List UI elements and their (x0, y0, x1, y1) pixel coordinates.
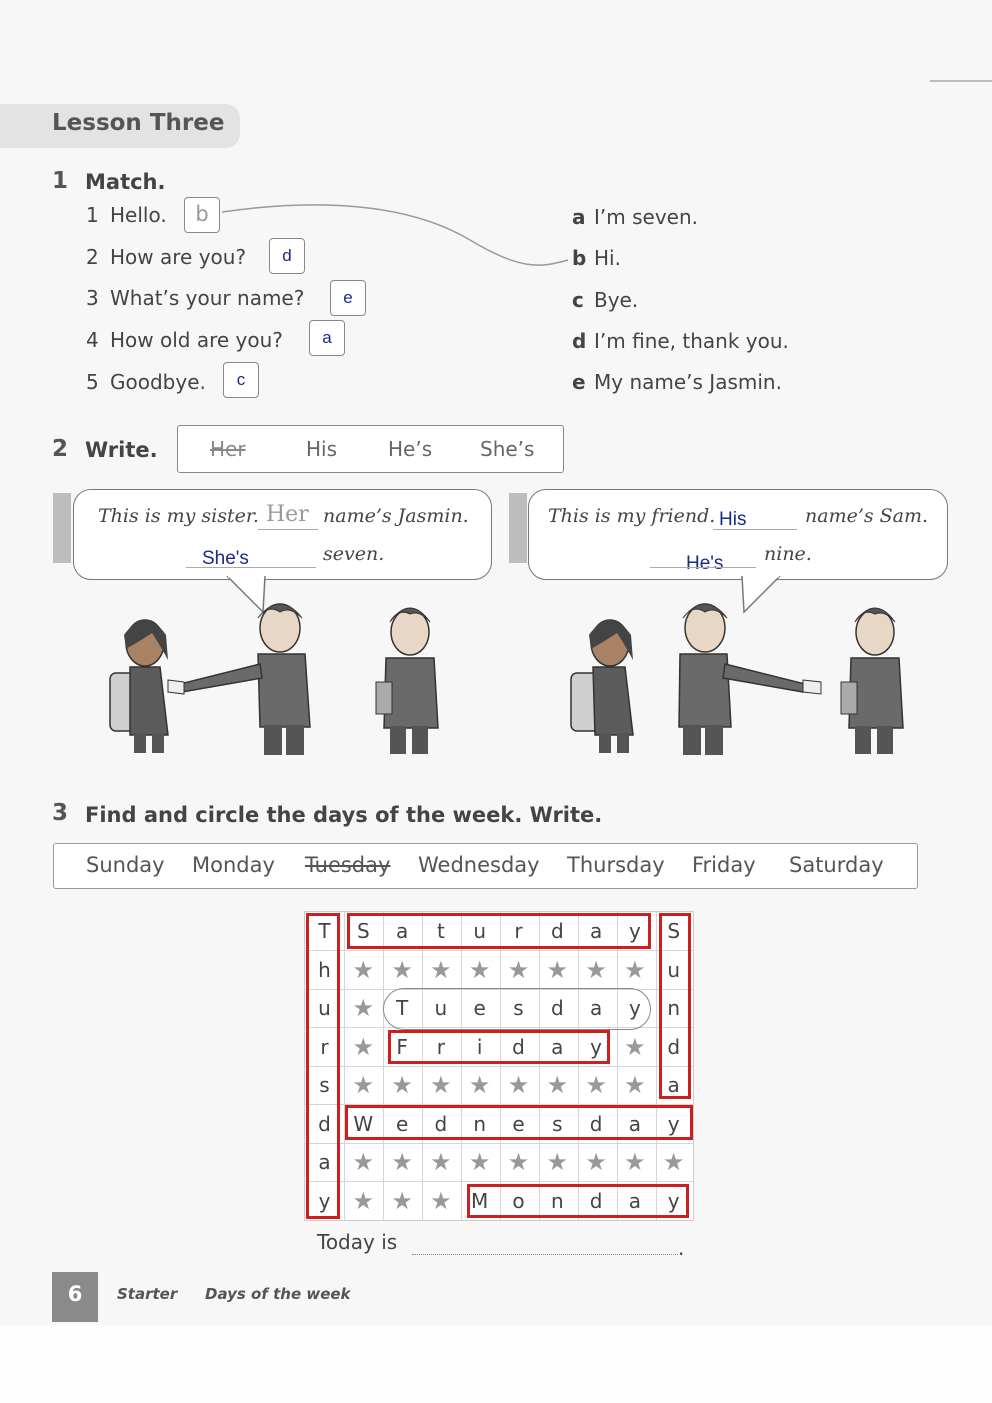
option-text: I’m fine, thank you. (594, 329, 789, 353)
grid-letter-cell[interactable]: d (550, 996, 564, 1020)
grid-letter-cell[interactable]: d (667, 1034, 681, 1059)
grid-star-cell[interactable]: ★ (624, 1071, 646, 1099)
grid-star-cell[interactable]: ★ (546, 1071, 569, 1099)
bubble-2-text-2: name’s Sam. (805, 505, 929, 527)
word-bank-item: Her (210, 437, 246, 461)
grid-letter-cell[interactable]: S (356, 919, 370, 943)
grid-letter-cell[interactable]: y (667, 1188, 680, 1213)
option-letter: b (572, 246, 587, 270)
option-letter: c (572, 288, 584, 312)
answer-box-3[interactable]: e (330, 280, 366, 316)
grid-star-cell[interactable]: ★ (585, 955, 607, 984)
answer-line (186, 567, 316, 568)
grid-letter-cell[interactable]: i (476, 1034, 483, 1059)
today-answer-line[interactable] (412, 1254, 678, 1255)
word-bank-item: She’s (480, 437, 535, 461)
boy-gesturing-illustration (160, 592, 340, 757)
question-5 (86, 370, 206, 394)
grid-letter-cell[interactable]: n (667, 996, 681, 1020)
grid-letter-cell[interactable]: F (396, 1034, 408, 1059)
grid-letter-cell[interactable]: u (473, 919, 487, 943)
grid-star-cell[interactable]: ★ (507, 1148, 530, 1176)
question-4 (86, 328, 283, 352)
answer-box-friday (388, 1030, 610, 1064)
footer-unit: Starter (117, 1285, 178, 1303)
grid-star-cell[interactable]: ★ (507, 955, 530, 984)
word-bank (177, 425, 564, 473)
answer-line (258, 529, 318, 530)
answer-box-saturday (347, 913, 651, 949)
answer-box-4[interactable]: a (309, 320, 345, 356)
exercise-1-number: 1 (52, 168, 69, 194)
grid-letter-cell[interactable]: T (318, 919, 331, 943)
question-1 (86, 203, 167, 227)
grid-letter-cell[interactable]: h (318, 957, 331, 982)
grid-letter-cell[interactable]: u (434, 996, 448, 1020)
question-text: Hello. (110, 203, 167, 227)
grid-star-cell[interactable]: ★ (391, 1071, 413, 1099)
bubble-1-example-answer: Her (266, 502, 309, 527)
grid-star-cell[interactable]: ★ (624, 1148, 646, 1176)
grid-star-cell[interactable]: ★ (430, 1148, 452, 1176)
day-item: Saturday (789, 853, 884, 877)
footer-topic: Days of the week (205, 1285, 351, 1303)
word-bank-item: His (306, 437, 338, 461)
match-example-line (220, 200, 570, 275)
boy-with-books-illustration (370, 596, 450, 756)
grid-letter-cell[interactable]: u (318, 996, 331, 1020)
option-d (572, 329, 789, 353)
question-text: How old are you? (110, 328, 283, 352)
grid-letter-cell[interactable]: d (318, 1111, 331, 1136)
bubble-2-answer-1[interactable]: His (719, 509, 747, 530)
grid-letter-cell[interactable]: t (436, 919, 445, 943)
option-a (572, 205, 698, 229)
grid-letter-cell[interactable]: W (353, 1111, 374, 1136)
grid-star-cell[interactable]: ★ (624, 955, 646, 984)
grid-letter-cell[interactable]: s (552, 1111, 563, 1136)
page-number: 6 (52, 1272, 98, 1322)
boy-with-books-illustration (835, 596, 915, 756)
exercise-2-number: 2 (52, 436, 69, 462)
grid-letter-cell[interactable]: y (628, 996, 641, 1020)
grid-letter-cell[interactable]: o (512, 1188, 525, 1213)
grid-letter-cell[interactable]: a (395, 919, 409, 943)
option-letter: a (572, 205, 586, 229)
bubble-2-text-3: nine. (764, 543, 812, 565)
day-item: Friday (692, 853, 756, 877)
option-e (572, 370, 782, 394)
question-number: 5 (86, 370, 99, 394)
grid-star-cell[interactable]: ★ (624, 1032, 646, 1061)
option-letter: e (572, 370, 586, 394)
bubble-1-answer[interactable]: She's (202, 548, 249, 569)
option-text: Hi. (594, 246, 621, 270)
grid-letter-cell[interactable]: e (512, 1111, 525, 1136)
grid-letter-cell[interactable]: y (590, 1034, 603, 1059)
bubble-1-text-1: This is my sister. (98, 505, 259, 527)
grid-letter-cell[interactable]: a (628, 1188, 642, 1213)
day-item: Tuesday (305, 853, 391, 877)
grid-letter-cell[interactable]: u (667, 957, 681, 982)
question-number: 2 (86, 245, 99, 269)
grid-letter-cell[interactable]: r (514, 919, 523, 943)
grid-letter-cell[interactable]: a (667, 1073, 680, 1097)
grid-letter-cell[interactable]: e (395, 1111, 409, 1136)
panel-strip (509, 493, 527, 563)
question-number: 3 (86, 286, 99, 310)
edge-line (930, 80, 992, 82)
question-text: Goodbye. (110, 370, 206, 394)
grid-letter-cell[interactable]: e (473, 996, 486, 1020)
grid-star-cell[interactable]: ★ (391, 1186, 413, 1215)
question-number: 4 (86, 328, 99, 352)
grid-star-cell[interactable]: ★ (352, 1032, 375, 1061)
panel-strip (53, 493, 71, 563)
grid-letter-cell[interactable]: y (628, 919, 641, 943)
exercise-3-instruction: Find and circle the days of the week. Write. (85, 803, 603, 827)
answer-box-thursday (306, 913, 340, 1219)
grid-star-cell[interactable]: ★ (546, 1148, 569, 1176)
answer-box-wednesday (345, 1105, 693, 1140)
word-bank-item: He’s (388, 437, 433, 461)
grid-letter-cell[interactable]: a (589, 919, 603, 943)
grid-star-cell[interactable]: ★ (352, 1148, 375, 1176)
grid-star-cell[interactable]: ★ (546, 955, 569, 984)
grid-letter-cell[interactable]: T (395, 996, 409, 1020)
grid-star-cell[interactable]: ★ (468, 955, 491, 984)
bubble-2-answer-2[interactable]: He's (686, 553, 724, 574)
bubble-1-text-2: name’s Jasmin. (323, 505, 469, 527)
boy-gesturing-illustration (655, 592, 835, 757)
grid-letter-cell[interactable]: a (589, 996, 603, 1020)
grid-letter-cell[interactable]: r (320, 1034, 329, 1059)
grid-star-cell[interactable]: ★ (391, 1148, 413, 1176)
grid-star-cell[interactable]: ★ (662, 1148, 685, 1176)
exercise-1-instruction: Match. (85, 170, 166, 194)
grid-letter-cell[interactable]: s (319, 1073, 330, 1097)
grid-letter-cell[interactable]: y (318, 1188, 331, 1213)
grid-star-cell[interactable]: ★ (468, 1071, 491, 1099)
question-text: What’s your name? (110, 286, 305, 310)
day-item: Sunday (86, 853, 165, 877)
option-letter: d (572, 329, 587, 353)
lesson-title: Lesson Three (52, 110, 225, 136)
grid-star-cell[interactable]: ★ (430, 1071, 452, 1099)
option-text: I’m seven. (594, 205, 698, 229)
grid-letter-cell[interactable]: a (551, 1034, 564, 1059)
grid-star-cell[interactable]: ★ (352, 994, 375, 1022)
grid-star-cell[interactable]: ★ (585, 1071, 607, 1099)
answer-box-monday (467, 1184, 689, 1218)
grid-letter-cell[interactable]: a (318, 1150, 331, 1174)
grid-star-cell[interactable]: ★ (352, 1186, 375, 1215)
bubble-1-text-3: seven. (323, 543, 385, 565)
grid-letter-cell[interactable]: d (550, 919, 564, 943)
word-search-grid (304, 911, 694, 1221)
answer-box-5[interactable]: c (223, 362, 259, 398)
option-b (572, 246, 621, 270)
grid-letter-cell[interactable]: d (589, 1188, 603, 1213)
grid-letter-cell[interactable]: n (550, 1188, 564, 1213)
bubble-2-text-1: This is my friend. (548, 505, 716, 527)
question-text: How are you? (110, 245, 247, 269)
days-word-bank (53, 843, 918, 889)
today-label: Today is (317, 1230, 398, 1254)
grid-letter-cell[interactable]: d (512, 1034, 525, 1059)
grid-letter-cell[interactable]: r (436, 1034, 445, 1059)
grid-star-cell[interactable]: ★ (352, 1071, 375, 1099)
option-text: Bye. (594, 288, 639, 312)
grid-letter-cell[interactable]: S (667, 919, 681, 943)
question-3 (86, 286, 304, 310)
answer-line (650, 567, 756, 568)
answer-box-1[interactable]: b (184, 197, 220, 233)
grid-star-cell[interactable]: ★ (352, 955, 375, 984)
exercise-2-instruction: Write. (85, 438, 158, 462)
grid-star-cell[interactable]: ★ (391, 955, 413, 984)
grid-star-cell[interactable]: ★ (430, 955, 452, 984)
day-item: Monday (192, 853, 275, 877)
option-c (572, 288, 638, 312)
pencil-circle-tuesday (383, 988, 651, 1030)
grid-letter-cell[interactable]: s (513, 996, 524, 1020)
girl-with-backpack-illustration (565, 605, 655, 755)
grid-letter-cell[interactable]: n (473, 1111, 487, 1136)
grid-letter-cell[interactable]: M (471, 1188, 489, 1213)
grid-letter-cell[interactable]: d (589, 1111, 603, 1136)
day-item: Thursday (567, 853, 665, 877)
day-item: Wednesday (418, 853, 540, 877)
grid-star-cell[interactable]: ★ (430, 1186, 452, 1215)
grid-letter-cell[interactable]: a (628, 1111, 642, 1136)
grid-star-cell[interactable]: ★ (507, 1071, 530, 1099)
answer-line (713, 529, 797, 530)
exercise-3-number: 3 (52, 800, 69, 826)
grid-star-cell[interactable]: ★ (585, 1148, 607, 1176)
today-period: . (678, 1236, 685, 1260)
grid-letter-cell[interactable]: y (667, 1111, 680, 1136)
answer-box-2[interactable]: d (269, 238, 305, 274)
question-number: 1 (86, 203, 99, 227)
grid-star-cell[interactable]: ★ (468, 1148, 491, 1176)
answer-box-sunday (659, 913, 691, 1099)
option-text: My name’s Jasmin. (594, 370, 782, 394)
grid-letter-cell[interactable]: d (434, 1111, 448, 1136)
